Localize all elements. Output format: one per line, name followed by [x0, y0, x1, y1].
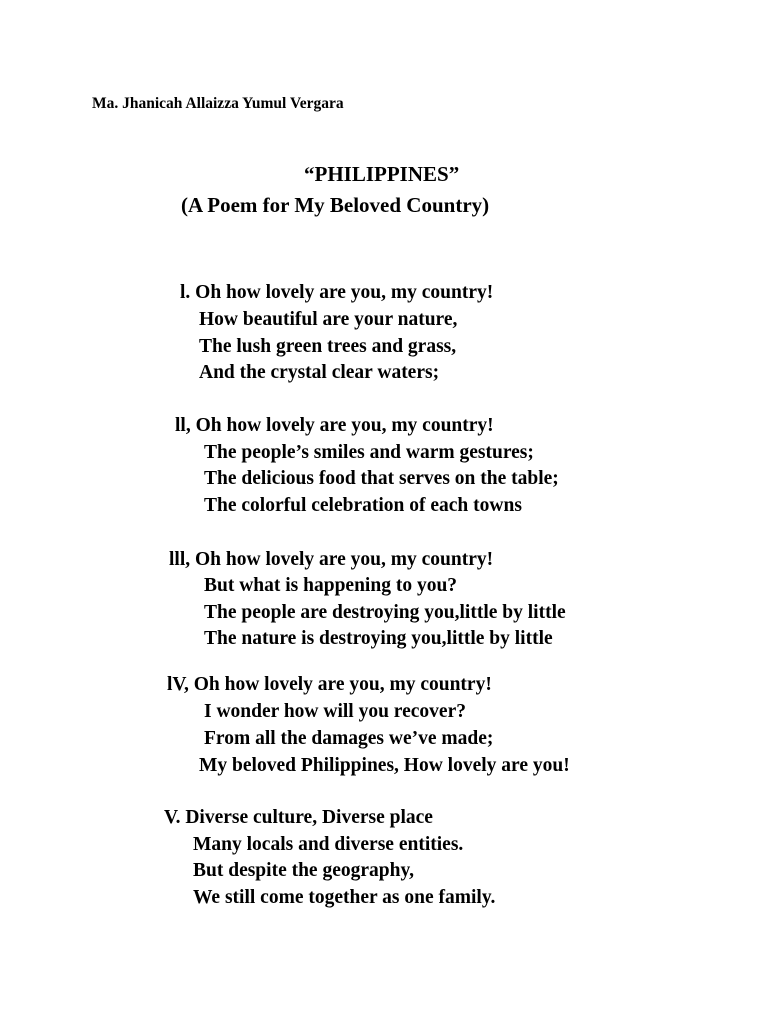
stanza-1-line-2: How beautiful are your nature,	[199, 309, 458, 330]
stanza-3-line-4: The nature is destroying you,little by little	[204, 628, 553, 649]
stanza-5-line-3: But despite the geography,	[193, 860, 415, 881]
stanza-5-line-2: Many locals and diverse entities.	[193, 834, 464, 855]
poem-title: “PHILIPPINES”	[304, 162, 460, 186]
stanza-5-line-4: We still come together as one family.	[193, 887, 496, 908]
stanza-2-line-3: The delicious food that serves on the table;	[204, 468, 559, 489]
stanza-4-line-1: lV, Oh how lovely are you, my country!	[167, 674, 492, 695]
stanza-1-line-1: l. Oh how lovely are you, my country!	[180, 282, 494, 303]
stanza-4-line-3: From all the damages we’ve made;	[204, 728, 494, 749]
stanza-5-line-1: V. Diverse culture, Diverse place	[164, 807, 433, 828]
stanza-3-line-1: lll, Oh how lovely are you, my country!	[169, 549, 494, 570]
poem-subtitle: (A Poem for My Beloved Country)	[181, 193, 490, 217]
stanza-3-line-3: The people are destroying you,little by little	[204, 602, 566, 623]
author-name: Ma. Jhanicah Allaizza Yumul Vergara	[92, 95, 344, 112]
stanza-2-line-2: The people’s smiles and warm gestures;	[204, 442, 534, 463]
stanza-4-line-4: My beloved Philippines, How lovely are you!	[199, 755, 570, 776]
stanza-1-line-3: The lush green trees and grass,	[199, 336, 457, 357]
stanza-3-line-2: But what is happening to you?	[204, 575, 458, 596]
stanza-2-line-1: ll, Oh how lovely are you, my country!	[175, 415, 494, 436]
stanza-1-line-4: And the crystal clear waters;	[199, 362, 440, 383]
stanza-2-line-4: The colorful celebration of each towns	[204, 495, 522, 516]
stanza-4-line-2: I wonder how will you recover?	[204, 701, 466, 722]
